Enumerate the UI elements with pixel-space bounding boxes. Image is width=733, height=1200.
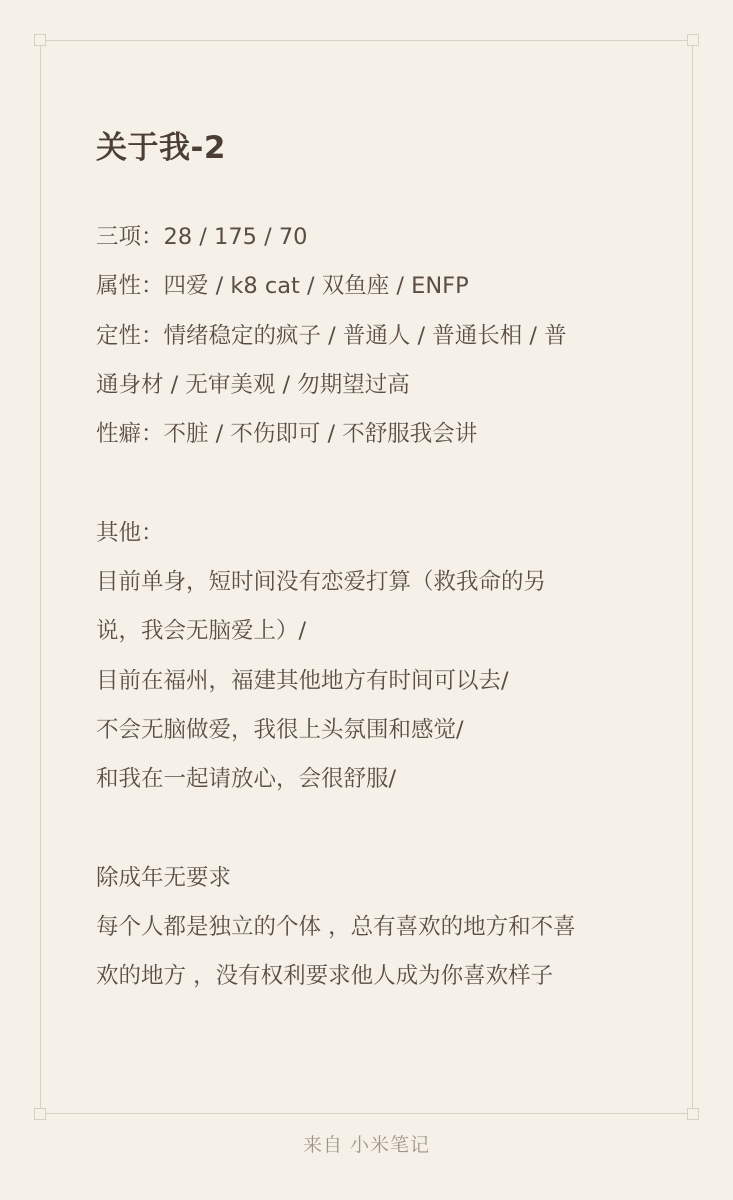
note-line: 目前单身，短时间没有恋爱打算（救我命的另 bbox=[96, 569, 547, 596]
frame-corner-ornament bbox=[34, 34, 46, 46]
note-line: 和我在一起请放心，会很舒服/ bbox=[96, 766, 397, 793]
note-title: 关于我-2 bbox=[96, 130, 226, 166]
note-line: 欢的地方 ，没有权利要求他人成为你喜欢样子 bbox=[96, 963, 554, 990]
note-blank-line bbox=[96, 459, 656, 508]
note-line: 性癖：不脏 / 不伤即可 / 不舒服我会讲 bbox=[96, 421, 478, 448]
source-footer: 来自 小米笔记 bbox=[302, 1134, 431, 1156]
note-line: 其他： bbox=[96, 519, 164, 546]
frame-corner-ornament bbox=[687, 34, 699, 46]
note-line: 每个人都是独立的个体 ，总有喜欢的地方和不喜 bbox=[96, 914, 576, 941]
note-line: 定性：情绪稳定的疯子 / 普通人 / 普通长相 / 普 bbox=[96, 322, 567, 349]
note-line: 不会无脑做爱，我很上头氛围和感觉/ bbox=[96, 716, 464, 743]
note-line: 目前在福州，福建其他地方有时间可以去/ bbox=[96, 667, 509, 694]
note-body bbox=[96, 213, 656, 1002]
frame-corner-ornament bbox=[687, 1108, 699, 1120]
note-line: 除成年无要求 bbox=[96, 864, 232, 891]
note-line: 三项：28 / 175 / 70 bbox=[96, 224, 308, 250]
note-line: 属性：四爱 / k8 cat / 双鱼座 / ENFP bbox=[96, 273, 469, 300]
note-line: 说，我会无脑爱上）/ bbox=[96, 618, 307, 645]
frame-corner-ornament bbox=[34, 1108, 46, 1120]
note-line: 通身材 / 无审美观 / 勿期望过高 bbox=[96, 371, 410, 398]
note-blank-line bbox=[96, 805, 656, 854]
